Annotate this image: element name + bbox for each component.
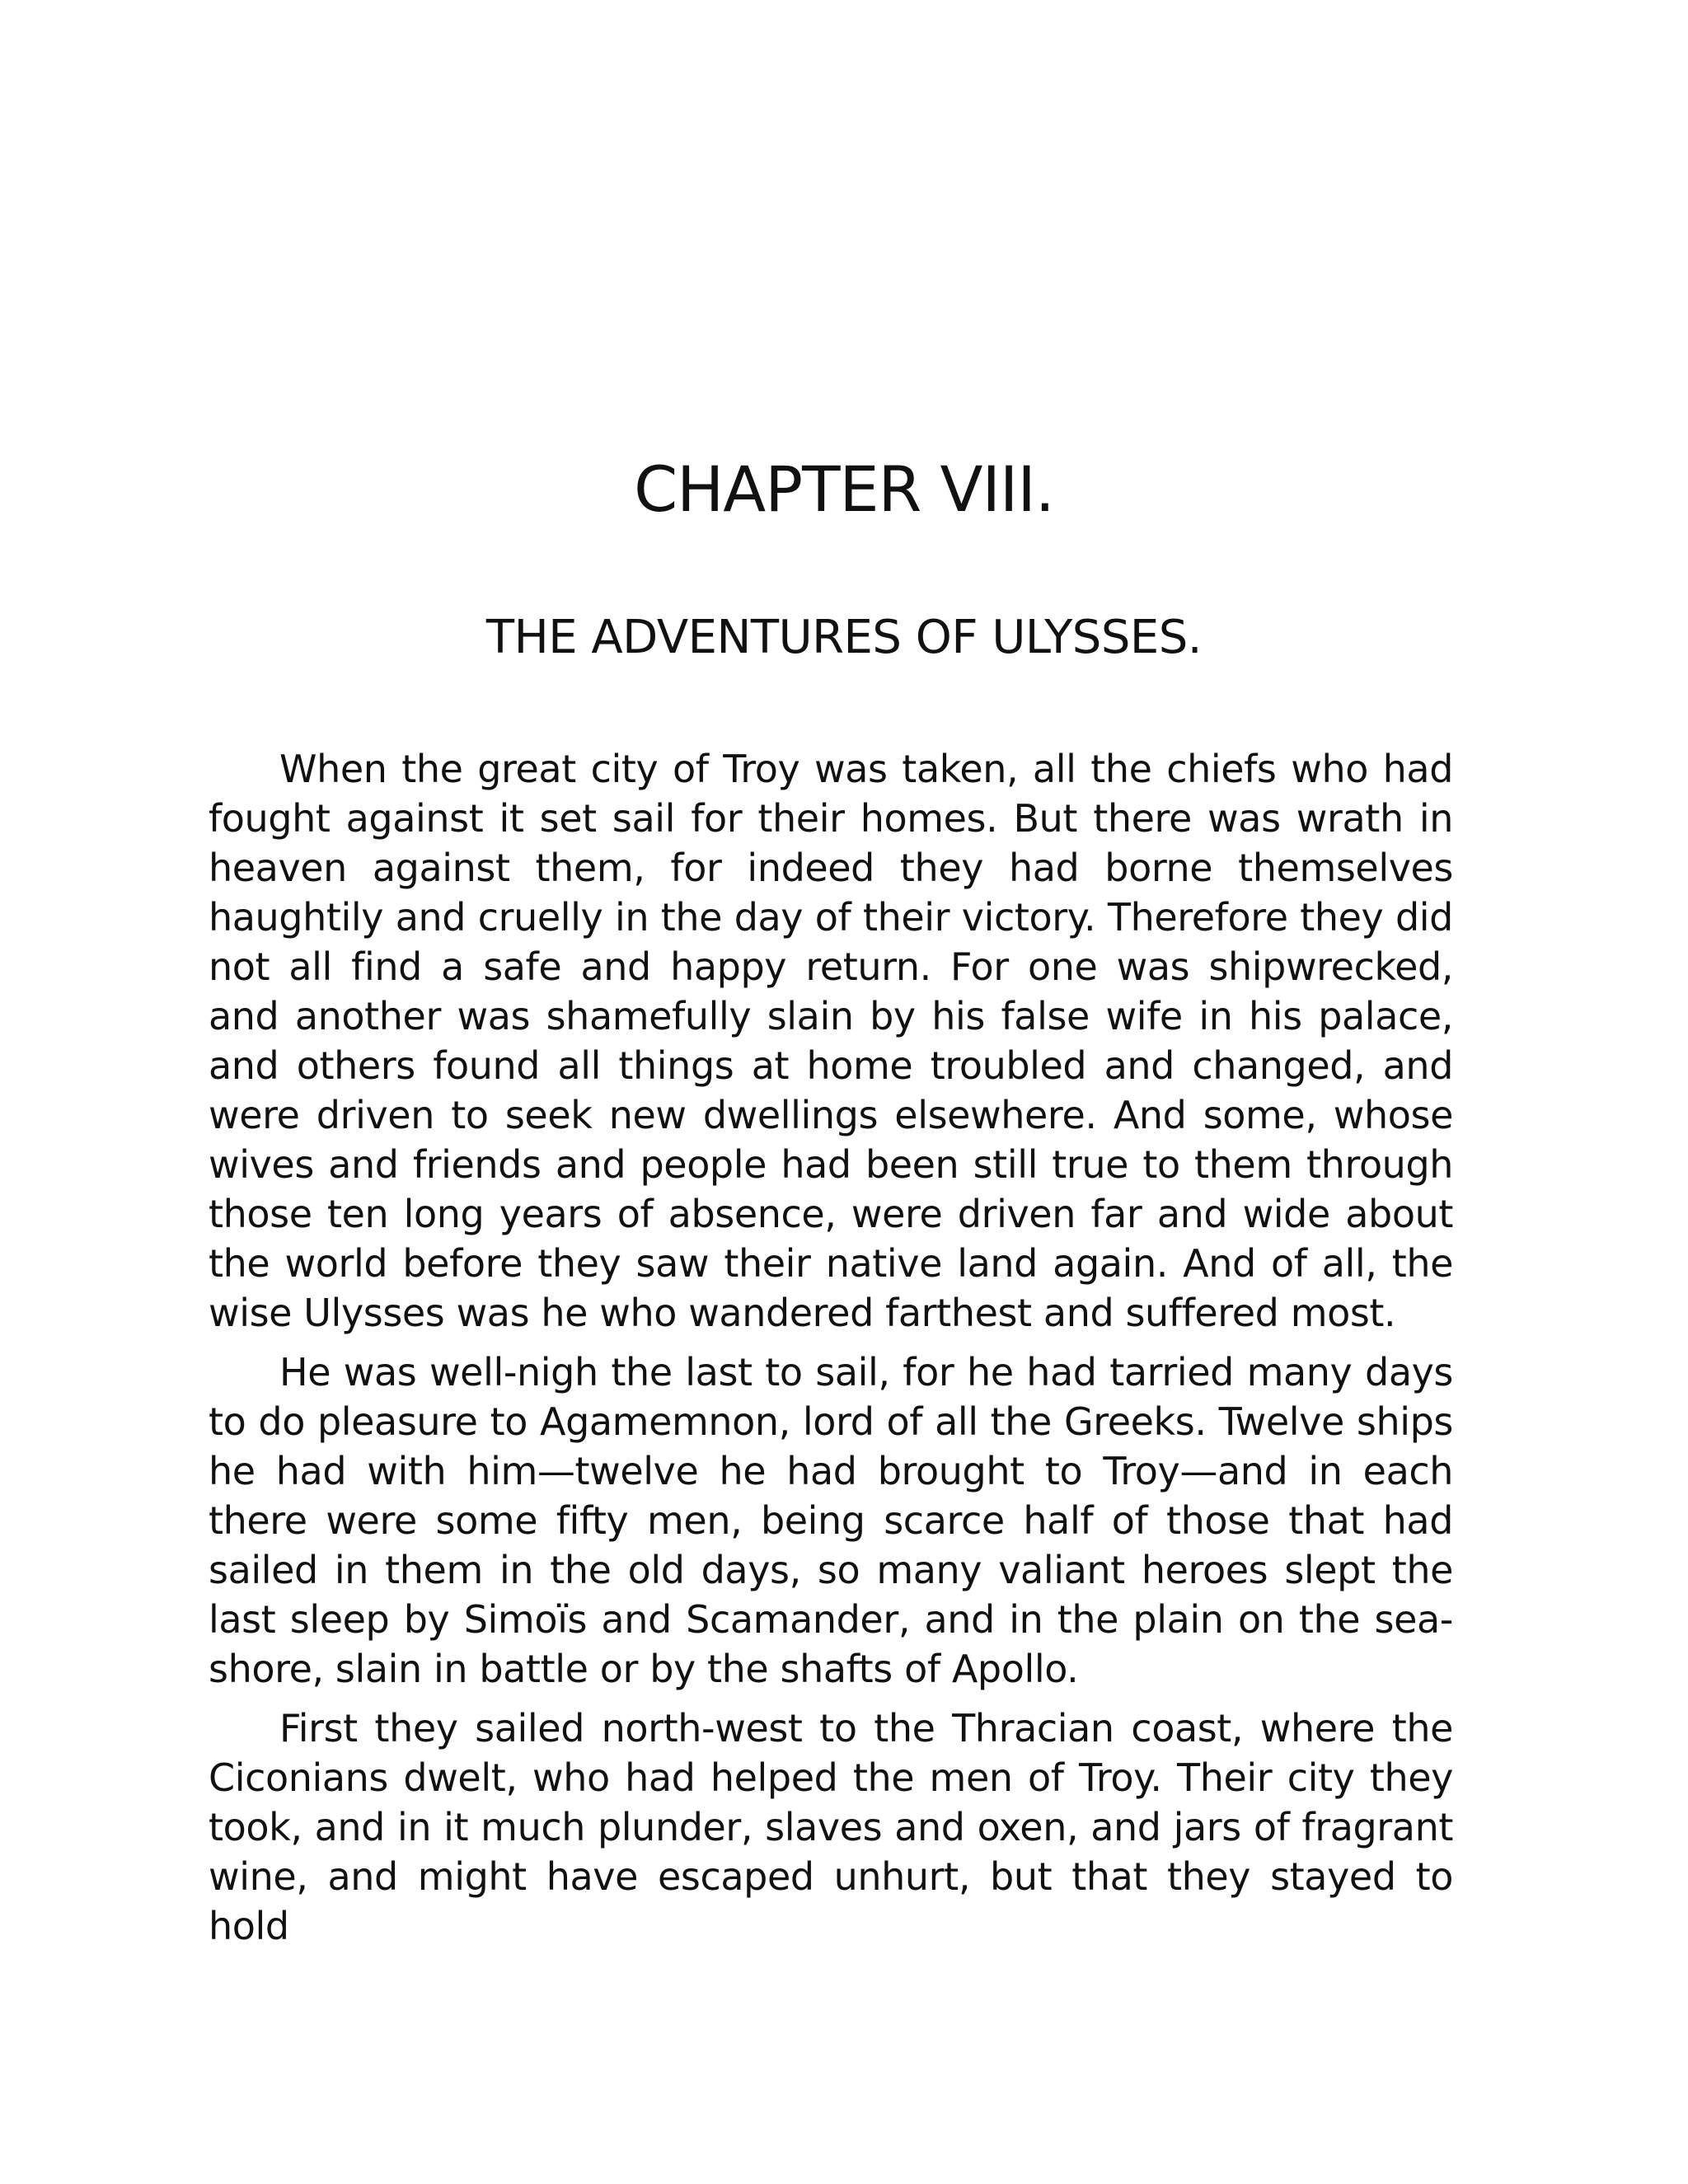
chapter-body: [209, 744, 1453, 1961]
paragraph-1: When the great city of Troy was taken, all the chiefs who had fought against it set sail for their homes. But there was wrath in heaven against them, for indeed they had borne themselves haughtily and cruelly in the day of their victory. Therefore they did not all find a safe and happy return. For one was shipwrecked, and another was shamefully slain by his false wife in his palace, and others found all things at home troubled and changed, and were driven to seek new dwellings elsewhere. And some, whose wives and friends and people had been still true to them through those ten long years of absence, were driven far and wide about the world before they saw their native land again. And of all, the wise Ulysses was he who wandered farthest and suffered most.: [209, 747, 1453, 1335]
chapter-title: CHAPTER VIII.: [634, 452, 1054, 526]
chapter-subtitle: THE ADVENTURES OF ULYSSES.: [485, 611, 1203, 664]
paragraph-2: He was well-nigh the last to sail, for he had tarried many days to do pleasure to Agamemnon, lord of all the Greeks. Twelve ships he had with him—twelve he had brought to Troy—and in each there were some fifty men, being scarce half of those that had sailed in them in the old days, so many valiant heroes slept the last sleep by Simoïs and Scamander, and in the plain on the sea-shore, slain in battle or by the shafts of Apollo.: [209, 1350, 1453, 1691]
paragraph-3: First they sailed north-west to the Thracian coast, where the Ciconians dwelt, who had helped the men of Troy. Their city they took, and in it much plunder, slaves and oxen, and jars of fragrant wine, and might have escaped unhurt, but that they stayed to hold: [209, 1706, 1453, 1948]
